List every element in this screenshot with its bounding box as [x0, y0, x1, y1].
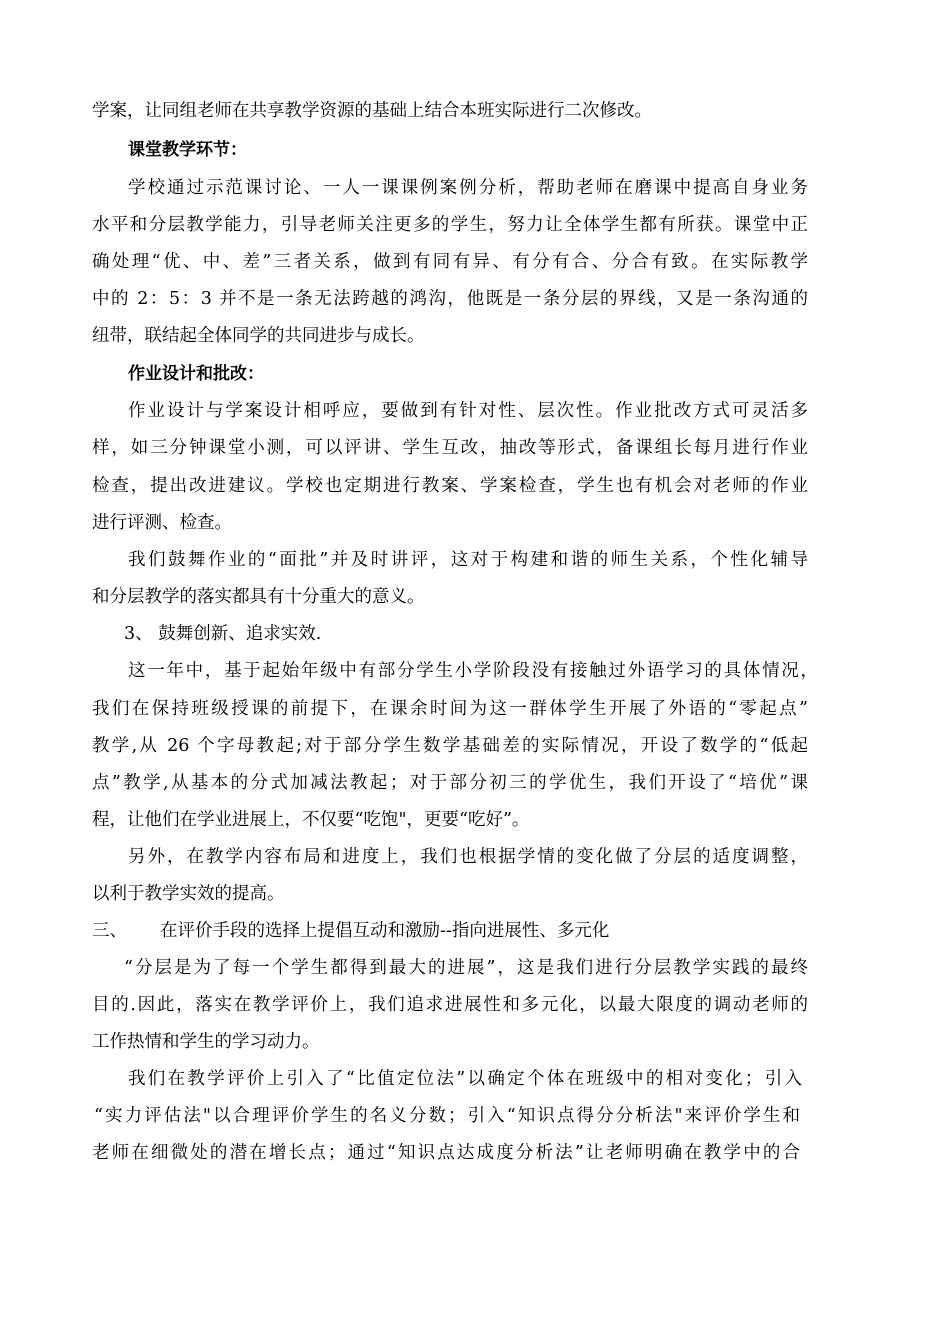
paragraph-line: 以利于教学实效的提高。 [92, 884, 285, 904]
numbered-heading: 3、 鼓舞创新、追求实效. [124, 624, 322, 644]
section-title: 在评价手段的选择上提倡互动和激励--指向进展性、多元化 [160, 921, 610, 941]
paragraph-line: 目的.因此，落实在教学评价上，我们追求进展性和多元化，以最大限度的调动老师的 [92, 995, 808, 1015]
paragraph-line: 进行评测、检查。 [92, 513, 232, 533]
paragraph-line: 纽带，联结起全体同学的共同进步与成长。 [92, 326, 425, 346]
paragraph-line: 我们在保持班级授课的前提下，在课余时间为这一群体学生开展了外语的“零起点” [92, 699, 808, 719]
paragraph-line: 点”教学,从基本的分式加减法教起；对于部分初三的学优生，我们开设了“培优”课 [92, 773, 808, 793]
section-number: 三、 [92, 921, 127, 941]
paragraph-line: 我们鼓舞作业的“面批”并及时讲评，这对于构建和谐的师生关系，个性化辅导 [128, 550, 808, 570]
paragraph-line: 我们在教学评价上引入了“比值定位法”以确定个体在班级中的相对变化；引入 [128, 1069, 802, 1089]
paragraph-line: 这一年中，基于起始年级中有部分学生小学阶段没有接触过外语学习的具体情况， [128, 661, 818, 681]
paragraph-line: 作业设计与学案设计相呼应，要做到有针对性、层次性。作业批改方式可灵活多 [128, 401, 808, 421]
section-heading: 课堂教学环节： [128, 140, 247, 160]
paragraph-line: 检查，提出改进建议。学校也定期进行教案、学案检查，学生也有机会对老师的作业 [92, 476, 808, 496]
paragraph-line: 样，如三分钟课堂小测，可以评讲、学生互改，抽改等形式，备课组长每月进行作业 [92, 438, 808, 458]
paragraph-line: 学案，让同组老师在共享教学资源的基础上结合本班实际进行二次修改。 [92, 101, 652, 121]
paragraph-line: 中的 2：5：3 并不是一条无法跨越的鸿沟，他既是一条分层的界线，又是一条沟通的 [92, 289, 808, 309]
section-heading: 作业设计和批改： [128, 364, 264, 384]
paragraph-line: 另外，在教学内容布局和进度上，我们也根据学情的变化做了分层的适度调整， [128, 847, 808, 867]
paragraph-line: “实力评估法"以合理评价学生的名义分数；引入“知识点得分分析法"来评价学生和 [94, 1106, 800, 1126]
paragraph-line: 学校通过示范课讨论、一人一课课例案例分析，帮助老师在磨课中提高自身业务 [128, 178, 808, 198]
paragraph-line: 教学,从 26 个字母教起;对于部分学生数学基础差的实际情况，开设了数学的“低起 [92, 736, 808, 756]
paragraph-line: 程，让他们在学业进展上，不仅要“吃饱"，更要“吃好”。 [92, 810, 530, 830]
paragraph-line: “分层是为了每一个学生都得到最大的进展”，这是我们进行分层教学实践的最终 [124, 958, 808, 978]
paragraph-line: 水平和分层教学能力，引导老师关注更多的学生，努力让全体学生都有所获。课堂中正 [92, 215, 808, 235]
paragraph-line: 和分层教学的落实都具有十分重大的意义。 [92, 587, 425, 607]
paragraph-line: 老师在细微处的潜在增长点；通过“知识点达成度分析法”让老师明确在教学中的合 [92, 1143, 800, 1163]
paragraph-line: 工作热情和学生的学习动力。 [92, 1032, 320, 1052]
paragraph-line: 确处理“优、中、差”三者关系，做到有同有异、有分有合、分合有致。在实际教学 [92, 252, 808, 272]
